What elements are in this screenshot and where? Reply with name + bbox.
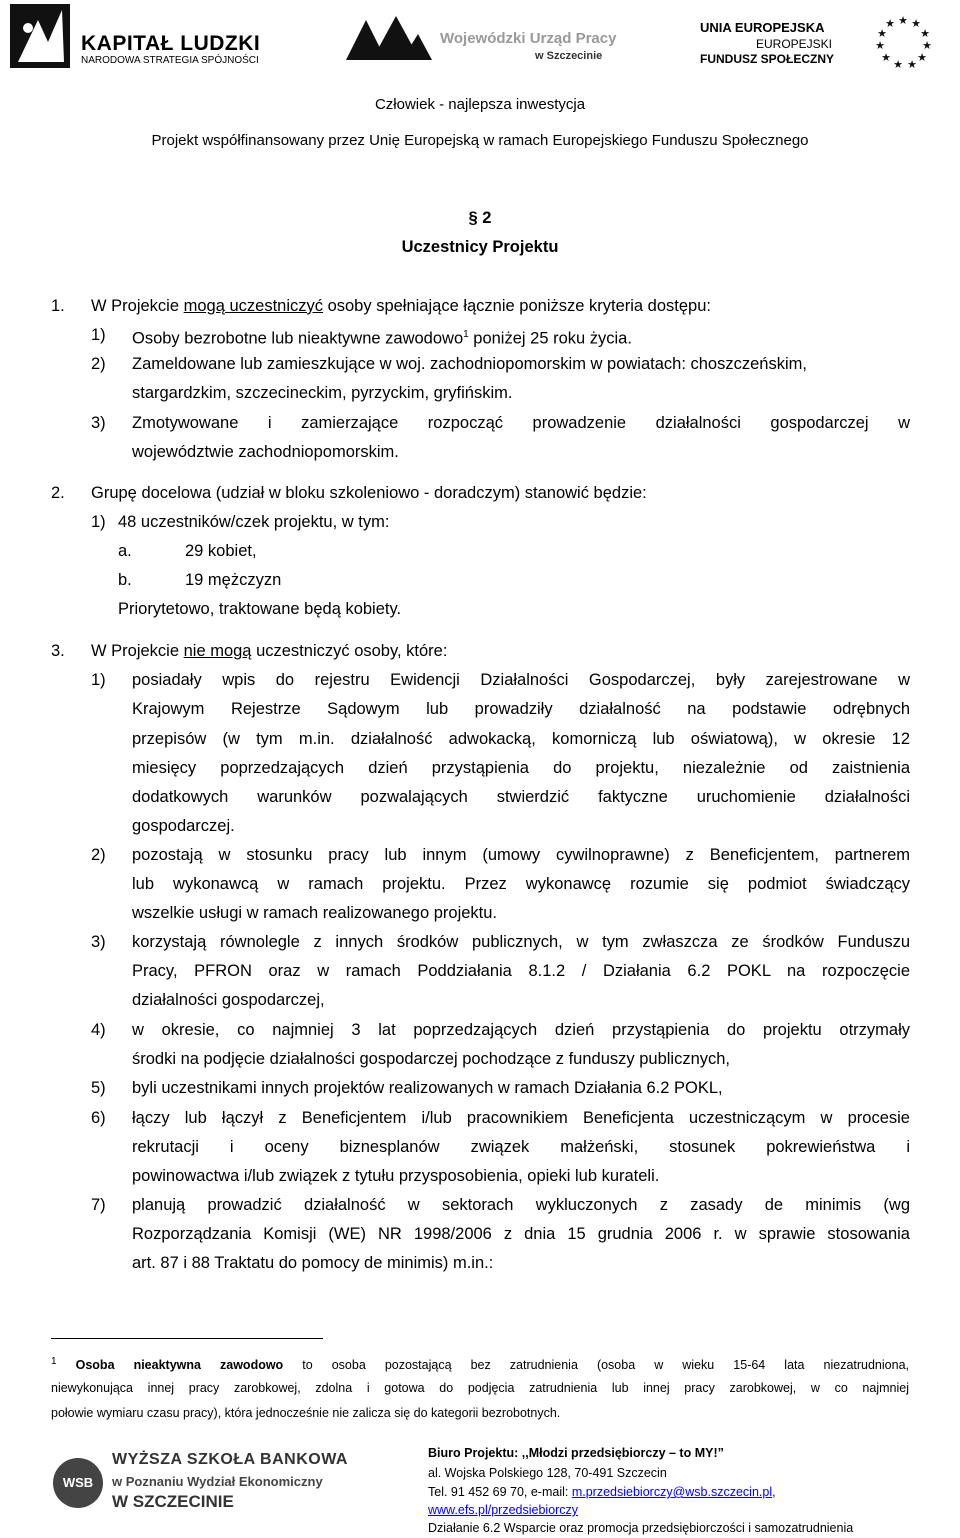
website-link[interactable]: www.efs.pl/przedsiebiorczy xyxy=(428,1503,579,1517)
footnote-separator xyxy=(51,1338,323,1339)
p2-item-a-text: 29 kobiet, xyxy=(185,542,257,560)
p3-item3-line1: korzystają równolegle z innych środków publicznych, w tym zwłaszcza ze środków Funduszu xyxy=(132,933,910,951)
project-office-address: al. Wojska Polskiego 128, 70-491 Szczecin xyxy=(428,1466,667,1480)
ue-title: UNIA EUROPEJSKA xyxy=(700,20,825,35)
eu-stars-icon xyxy=(870,10,936,70)
p3-item2-number: 2) xyxy=(91,846,106,864)
wup-logo-icon xyxy=(342,14,434,66)
p3-item6-line2: rekrutacji i oceny biznesplanów związek małżeński, stosunek pokrewieństwa i xyxy=(132,1138,910,1156)
p3-item4-number: 4) xyxy=(91,1021,106,1039)
p1-item1-text: Osoby bezrobotne lub nieaktywne zawodowo$^1$ poniżej 25 roku życia. xyxy=(132,329,632,348)
svg-text:★: ★ xyxy=(881,51,891,64)
p1-item2-line1: Zameldowane lub zamieszkujące w woj. zachodniopomorskim w powiatach: choszczeńskim, xyxy=(132,355,807,373)
p1-text: W Projekcie mogą uczestniczyć osoby spełniające łącznie poniższe kryteria dostępu: xyxy=(91,297,711,315)
project-office-title: Biuro Projektu: ,,Młodzi przedsiębiorczy – to MY!” xyxy=(428,1446,724,1460)
ue-fund-line1: EUROPEJSKI xyxy=(756,37,833,51)
section-number: § 2 xyxy=(468,209,492,227)
p3-item2-line3: wszelkie usługi w ramach realizowanego projektu. xyxy=(132,904,498,922)
p3-text: W Projekcie nie mogą uczestniczyć osoby, które: xyxy=(91,642,448,660)
measure-note: Działanie 6.2 Wsparcie oraz promocja przedsiębiorczości i samozatrudnienia xyxy=(428,1521,854,1535)
wsb-name: WYŻSZA SZKOŁA BANKOWA xyxy=(112,1451,348,1468)
project-office-contact: Tel. 91 452 69 70, e-mail: m.przedsiebiorczy@wsb.szczecin.pl, xyxy=(428,1485,776,1499)
wsb-faculty: w Poznaniu Wydział Ekonomiczny xyxy=(112,1474,323,1489)
p2-item1-text: 48 uczestników/czek projektu, w tym: xyxy=(118,513,390,531)
p1-item1-number: 1) xyxy=(91,326,106,344)
kapital-ludzki-title: KAPITAŁ LUDZKI xyxy=(81,32,261,55)
p3-item2-line1: pozostają w stosunku pracy lub innym (umowy cywilnoprawne) z Beneficjentem, partnerem xyxy=(132,846,910,864)
p3-item4-line1: w okresie, co najmniej 3 lat poprzedzających dzień przystąpienia do projektu otrzymały xyxy=(132,1021,910,1039)
svg-text:★: ★ xyxy=(898,14,908,27)
p2-item-b-text: 19 mężczyzn xyxy=(185,571,282,589)
cofinancing-note: Projekt współfinansowany przez Unię Europejską w ramach Europejskiego Funduszu Społecznego xyxy=(151,132,809,149)
p2-text: Grupę docelowa (udział w bloku szkoleniowo - doradczym) stanowić będzie: xyxy=(91,484,647,502)
p1-item3-line2: województwie zachodniopomorskim. xyxy=(132,443,399,461)
p3-item1-line3: przepisów (w tym m.in. działalność adwokacką, komorniczą lub oświatową), w okresie 12 xyxy=(132,730,910,748)
p2-item-a-label: a. xyxy=(118,542,132,560)
p3-item1-line6: gospodarczej. xyxy=(132,817,235,835)
footnote-line1: $^1$ Osoba nieaktywna zawodowo to osoba pozostającą bez zatrudnienia (osoba w wieku 15-64 lata niezatrudniona, xyxy=(51,1356,909,1373)
section-title: Uczestnicy Projektu xyxy=(401,238,559,256)
wup-city: w Szczecinie xyxy=(535,50,603,62)
p3-item3-line2: Pracy, PFRON oraz w ramach Poddziałania 8.1.2 / Działania 6.2 POKL na rozpoczęcie xyxy=(132,962,910,980)
p3-item1-line1: posiadały wpis do rejestru Ewidencji Działalności Gospodarczej, były zarejestrowane w xyxy=(132,671,910,689)
slogan: Człowiek - najlepsza inwestycja xyxy=(374,96,586,113)
p3-item7-line1: planują prowadzić działalność w sektorach wykluczonych z zasady de minimis (wg xyxy=(132,1196,910,1214)
p3-item6-line1: łączy lub łączył z Beneficjentem i/lub pracownikiem Beneficjenta uczestniczącym w procesie xyxy=(132,1109,910,1127)
p3-item7-line2: Rozporządzania Komisji (WE) NR 1998/2006 z dnia 15 grudnia 2006 r. w sprawie stosowania xyxy=(132,1225,910,1243)
p3-item1-line2: Krajowym Rejestrze Sądowym lub prowadziły działalność na podstawie odrębnych xyxy=(132,700,910,718)
p3-item1-line4: miesięcy poprzedzających dzień przystąpienia do projektu, niezależnie od zaistnienia xyxy=(132,759,910,777)
p2-item-b-label: b. xyxy=(118,571,132,589)
p1-item3-number: 3) xyxy=(91,414,106,432)
p2-item1-number: 1) xyxy=(91,513,106,531)
p1-item3-line1: Zmotywowane i zamierzające rozpocząć prowadzenie działalności gospodarczej w xyxy=(132,414,910,432)
p2-priority-note: Priorytetowo, traktowane będą kobiety. xyxy=(118,600,402,618)
svg-text:★: ★ xyxy=(893,58,903,70)
p3-item6-line3: powinowactwa i/lub związek z tytułu przysposobienia, opieki lub kurateli. xyxy=(132,1167,660,1185)
email-link[interactable]: m.przedsiebiorczy@wsb.szczecin.pl xyxy=(571,1485,773,1499)
svg-text:★: ★ xyxy=(911,17,921,30)
kapital-ludzki-logo-icon xyxy=(8,2,76,72)
p3-item2-line2: lub wykonawcą w ramach projektu. Przez wykonawcę rozumie się podmiot świadczący xyxy=(132,875,910,893)
p3-item4-line2: środki na podjęcie działalności gospodarczej pochodzące z funduszy publicznych, xyxy=(132,1050,731,1068)
footnote-line3: połowie wymiaru czasu pracy), która jednocześnie nie zalicza się do kategorii bezrobotnych. xyxy=(51,1406,561,1420)
p3-item1-line5: dodatkowych warunków pozwalających stwierdzić faktyczne uruchomienie działalności xyxy=(132,788,910,806)
p2-number: 2. xyxy=(51,484,65,502)
p3-item7-number: 7) xyxy=(91,1196,106,1214)
svg-text:★: ★ xyxy=(907,58,917,70)
svg-text:★: ★ xyxy=(885,17,895,30)
p3-item1-number: 1) xyxy=(91,671,106,689)
svg-text:★: ★ xyxy=(920,27,930,40)
svg-text:★: ★ xyxy=(875,39,885,52)
p1-number: 1. xyxy=(51,297,65,315)
p3-item5-line1: byli uczestnikami innych projektów realizowanych w ramach Działania 6.2 POKL, xyxy=(132,1079,723,1097)
p3-item3-number: 3) xyxy=(91,933,106,951)
p3-item7-line3: art. 87 i 88 Traktatu do pomocy de minimis) m.in.: xyxy=(132,1254,494,1272)
wsb-badge-icon: WSB xyxy=(53,1458,103,1508)
footnote-ref: 1 xyxy=(463,329,469,340)
svg-text:★: ★ xyxy=(917,51,927,64)
p1-item2-line2: stargardzkim, szczecineckim, pyrzyckim, gryfińskim. xyxy=(132,384,513,402)
ue-fund-line2: FUNDUSZ SPOŁECZNY xyxy=(700,52,835,66)
wsb-city: W SZCZECINIE xyxy=(112,1492,234,1511)
p3-item6-number: 6) xyxy=(91,1109,106,1127)
p3-item5-number: 5) xyxy=(91,1079,106,1097)
p1-item2-number: 2) xyxy=(91,355,106,373)
p3-number: 3. xyxy=(51,642,65,660)
footnote-line2: niewykonująca innej pracy zarobkowej, zdolna i gotowa do podjęcia zatrudnienia lub innej pracy zarobkowej, w co najmniej xyxy=(51,1381,909,1395)
p3-item3-line3: działalności gospodarczej, xyxy=(132,991,325,1009)
svg-text:★: ★ xyxy=(922,39,932,52)
wup-name: Wojewódzki Urząd Pracy xyxy=(440,30,617,47)
kapital-ludzki-subtitle: NARODOWA STRATEGIA SPÓJNOŚCI xyxy=(81,55,259,66)
svg-text:★: ★ xyxy=(877,27,887,40)
